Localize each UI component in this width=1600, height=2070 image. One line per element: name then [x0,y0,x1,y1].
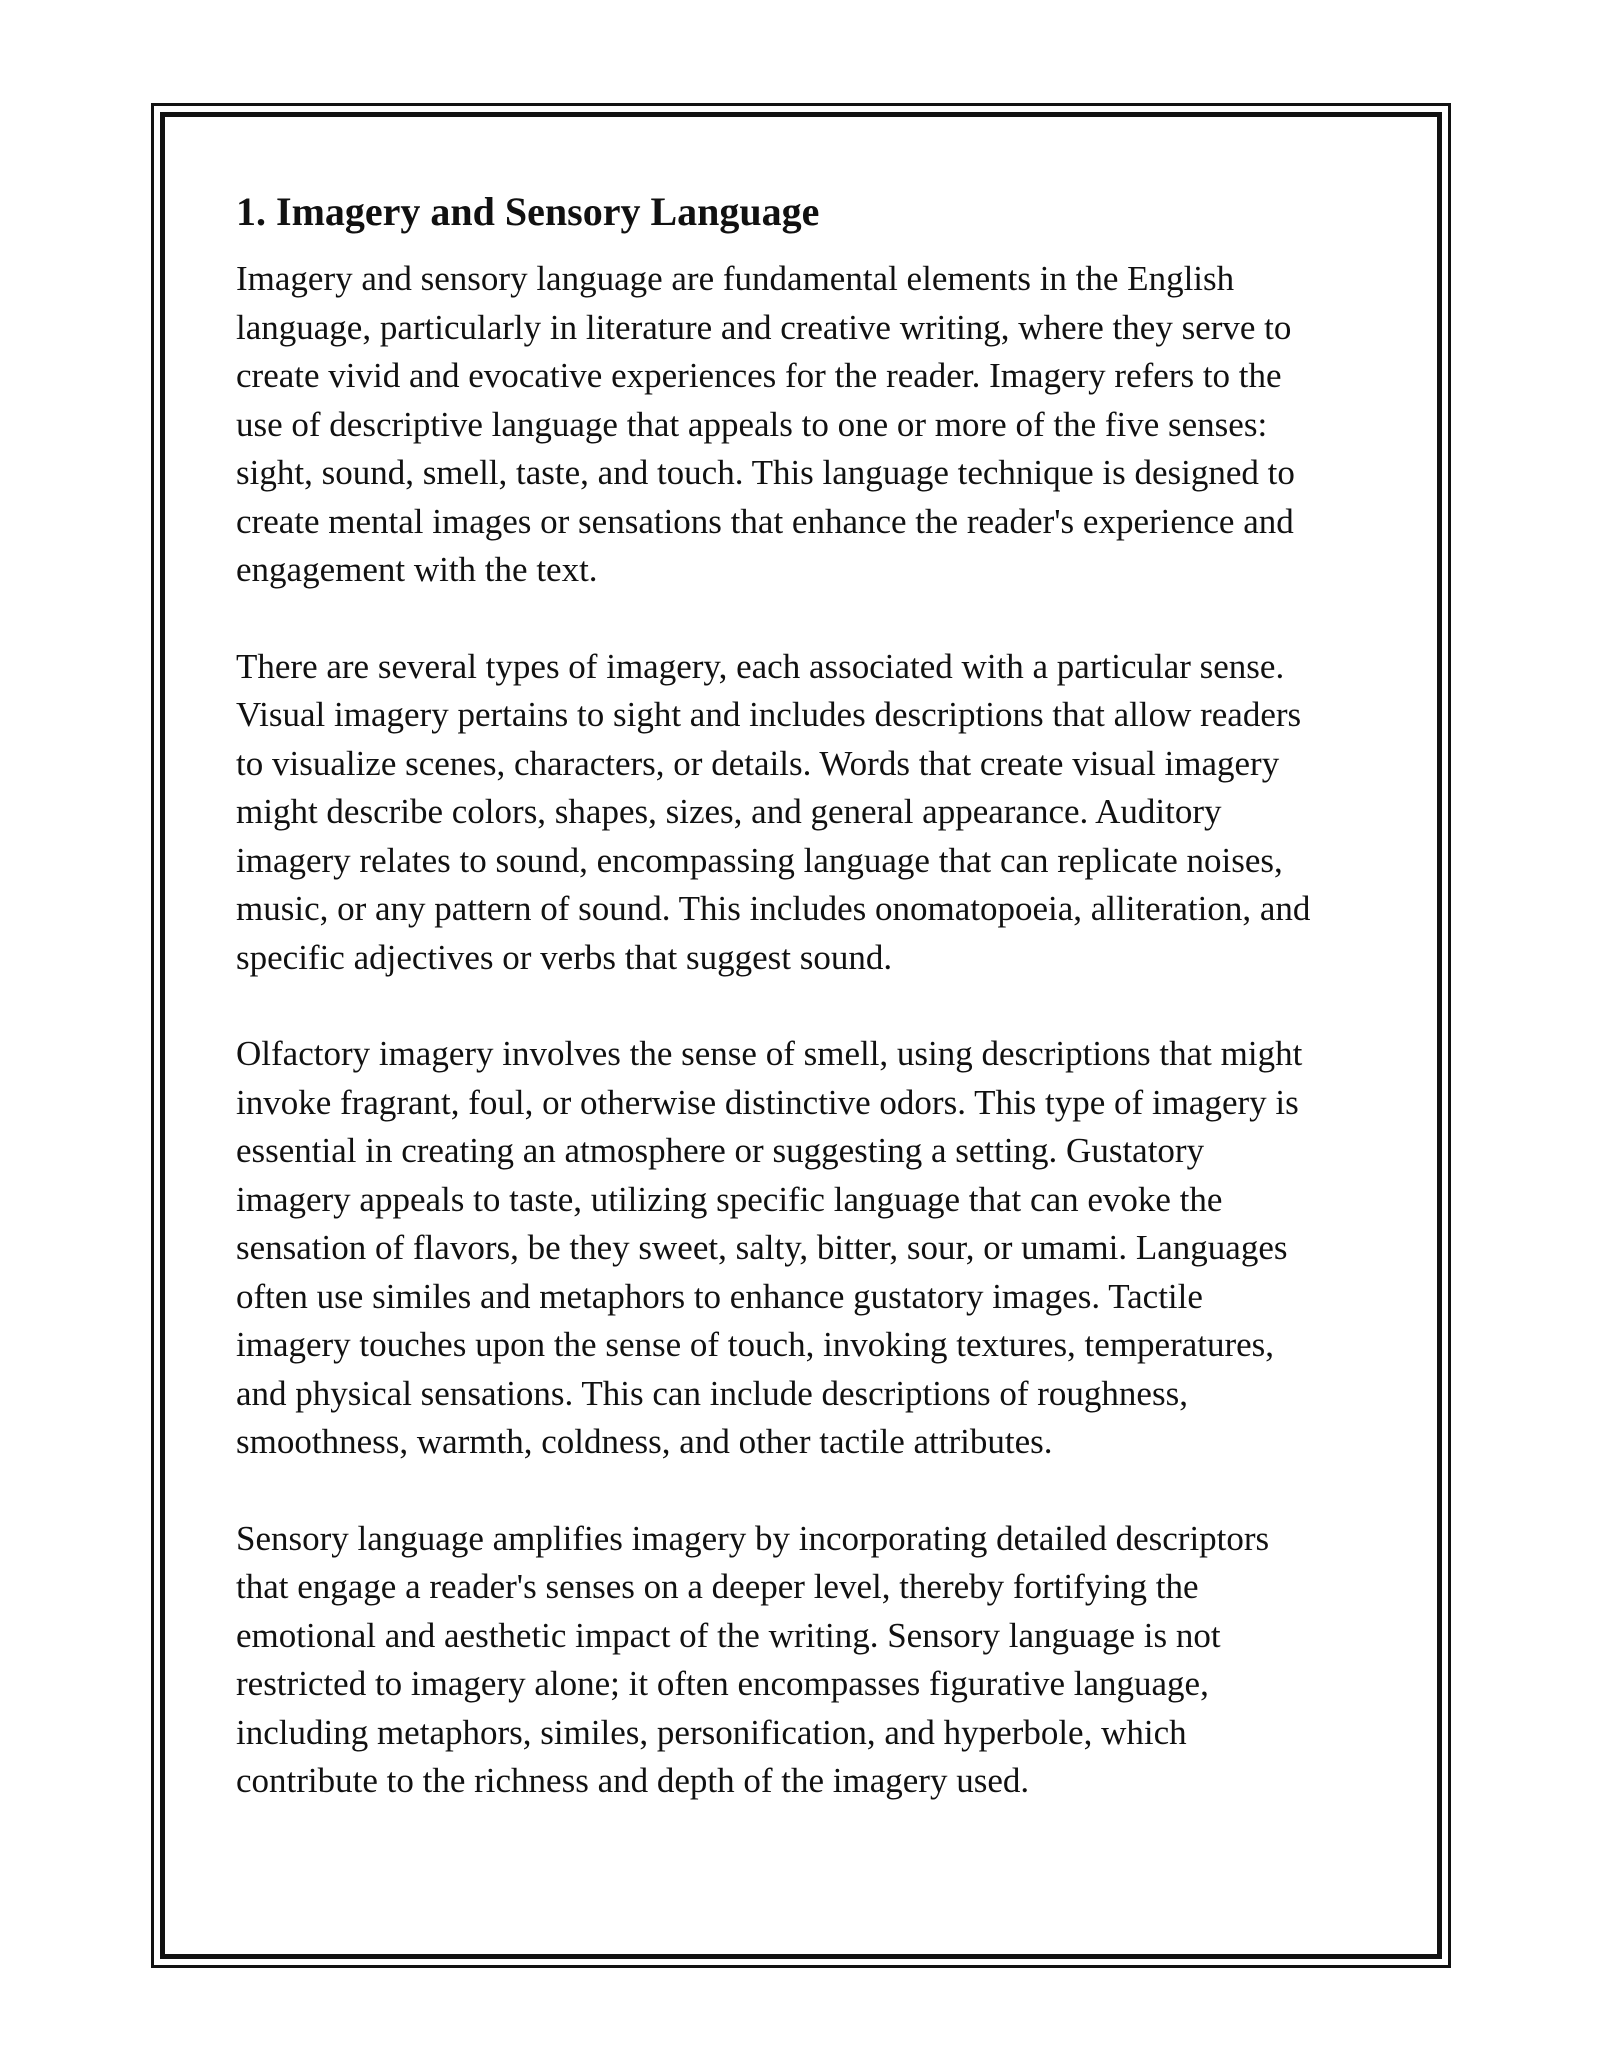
paragraph-line: contribute to the richness and depth of the imagery used. [236,1761,1030,1800]
paragraph-line: emotional and aesthetic impact of the writing. Sensory language is not [236,1615,1221,1655]
paragraph-line: restricted to imagery alone; it often encompasses figurative language, [236,1664,1209,1703]
paragraph-line: Imagery and sensory language are fundamental elements in the English [236,259,1235,298]
paragraph-4 [236,1515,1376,1806]
paragraph-line: engagement with the text. [236,550,598,589]
paragraph-line: create mental images or sensations that enhance the reader's experience and [236,501,1294,541]
paragraph-line: and physical sensations. This can include descriptions of roughness, [236,1373,1188,1413]
paragraph-line: language, particularly in literature and creative writing, where they serve to [236,307,1292,347]
paragraph-line: Visual imagery pertains to sight and includes descriptions that allow readers [236,695,1302,734]
paragraph-line: including metaphors, similes, personification, and hyperbole, which [236,1712,1187,1752]
paragraph-2 [236,643,1376,983]
paragraph-3 [236,1030,1376,1467]
paragraph-line: music, or any pattern of sound. This includes onomatopoeia, alliteration, and [236,889,1311,928]
paragraph-line: sensation of flavors, be they sweet, salty, bitter, sour, or umami. Languages [236,1228,1288,1267]
paragraph-line: imagery relates to sound, encompassing language that can replicate noises, [236,840,1283,880]
paragraph-line: Olfactory imagery involves the sense of smell, using descriptions that might [236,1034,1303,1073]
paragraph-line: to visualize scenes, characters, or details. Words that create visual imagery [236,743,1280,783]
paragraph-line: might describe colors, shapes, sizes, and general appearance. Auditory [236,792,1222,831]
paragraph-line: imagery touches upon the sense of touch, invoking textures, temperatures, [236,1325,1275,1364]
paragraph-line: that engage a reader's senses on a deeper level, thereby fortifying the [236,1567,1199,1606]
paragraph-line: Sensory language amplifies imagery by incorporating detailed descriptors [236,1518,1270,1558]
paragraph-line: use of descriptive language that appeals to one or more of the five senses: [236,404,1268,444]
paragraph-line: often use similes and metaphors to enhance gustatory images. Tactile [236,1276,1203,1316]
paragraph-line: sight, sound, smell, taste, and touch. This language technique is designed to [236,453,1295,492]
paragraph-line: invoke fragrant, foul, or otherwise distinctive odors. This type of imagery is [236,1082,1299,1122]
section-heading: 1. Imagery and Sensory Language [236,189,820,234]
paragraph-line: specific adjectives or verbs that suggest sound. [236,937,893,977]
paragraph-line: smoothness, warmth, coldness, and other tactile attributes. [236,1422,1053,1461]
paragraph-line: create vivid and evocative experiences for the reader. Imagery refers to the [236,356,1282,395]
paragraph-line: essential in creating an atmosphere or suggesting a setting. Gustatory [236,1131,1205,1170]
paragraph-line: There are several types of imagery, each associated with a particular sense. [236,646,1285,686]
document-content [236,186,1376,1854]
paragraph-line: imagery appeals to taste, utilizing specific language that can evoke the [236,1179,1223,1219]
paragraph-1 [236,255,1376,595]
